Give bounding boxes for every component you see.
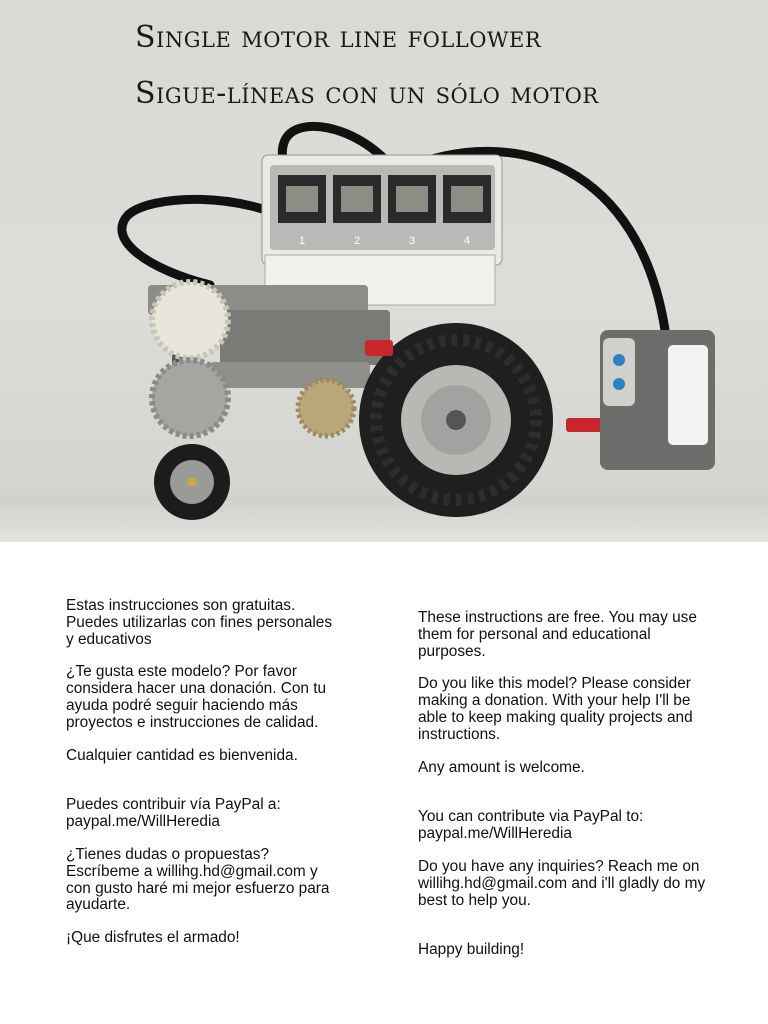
spanish-column — [66, 598, 376, 947]
en-amount: Any amount is welcome. — [418, 758, 585, 776]
en-intro: These instructions are free. You may use them for personal and educational purposes. — [418, 609, 697, 660]
title-spanish: Sigue-líneas con un sólo motor — [135, 76, 599, 111]
en-paypal: You can contribute via PayPal to: paypal.me/WillHeredia — [418, 808, 644, 843]
port-label-3: 3 — [408, 235, 416, 247]
light-sensor-face — [668, 345, 708, 445]
english-column — [418, 610, 748, 959]
en-contact: Do you have any inquiries? Reach me on willihg.hd@gmail.com and i'll gladly do my best to help you. — [418, 857, 706, 909]
gear-middle — [152, 360, 228, 436]
red-pin-2 — [566, 418, 602, 432]
es-closing: ¡Que disfrutes el armado! — [66, 929, 240, 947]
port-label-1: 1 — [298, 235, 306, 247]
frame-beam-bottom — [210, 362, 370, 388]
sensor-liftarm — [603, 338, 635, 406]
es-paypal: Puedes contribuir vía PayPal a: paypal.me/WillHeredia — [66, 796, 281, 831]
es-donation: ¿Te gusta este modelo? Por favor considera hacer una donación. Con tu ayuda podré seguir haciendo más proyectos e instrucciones de calidad. — [66, 663, 327, 731]
title-english: Single motor line follower — [135, 20, 542, 55]
es-intro: Estas instrucciones son gratuitas. Puedes utilizarlas con fines personales y educativos — [66, 597, 333, 648]
gear-small — [298, 380, 354, 436]
frame-center — [220, 310, 390, 365]
gear-top — [152, 282, 228, 358]
es-contact: ¿Tienes dudas o propuestas? Escríbeme a willihg.hd@gmail.com y con gusto haré mi mejor esfuerzo para ayudarte. — [66, 845, 330, 914]
en-closing: Happy building! — [418, 941, 525, 959]
port-label-4: 4 — [463, 235, 471, 247]
es-amount: Cualquier cantidad es bienvenida. — [66, 746, 298, 764]
red-pin-1 — [365, 340, 393, 356]
en-donation: Do you like this model? Please consider making a donation. With your help I'll be able to keep making quality projects and instructions. — [418, 675, 693, 743]
port-label-2: 2 — [353, 235, 361, 247]
